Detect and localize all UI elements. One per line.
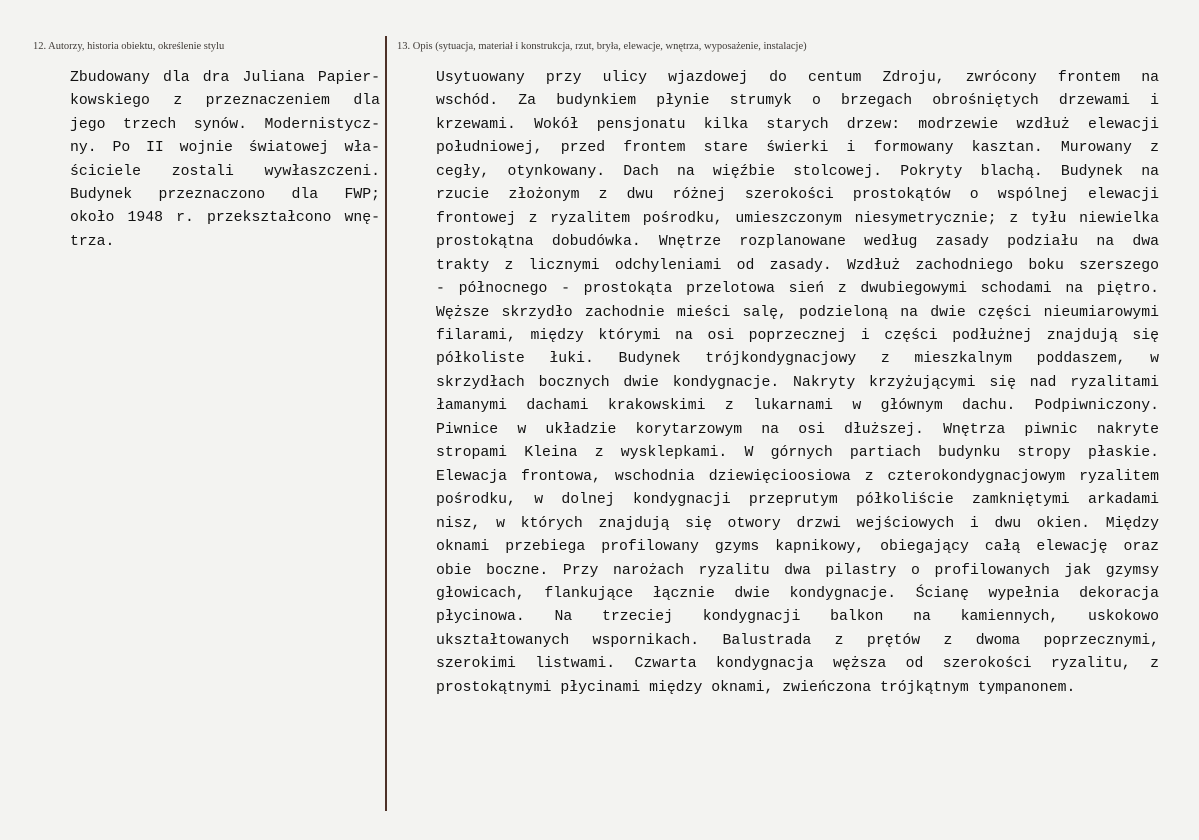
description-text-line: Piwnice w układzie korytarzowym na osi dłuższej. Wnętrza piwnic nakryte xyxy=(436,421,1159,438)
description-text-line: wschód. Za budynkiem płynie strumyk o brzegach obrośniętych drzewami i xyxy=(436,93,1159,110)
history-text-line: około 1948 r. przekształcono wnę- xyxy=(70,210,380,227)
history-text-line: trza. xyxy=(70,233,115,250)
description-text-line: filarami, między którymi na osi poprzecznej i części podłużnej znajdują się xyxy=(436,327,1159,344)
description-text-line: szerokimi listwami. Czwarta kondygnacja węższa od szerokości ryzalitu, z xyxy=(436,656,1159,673)
description-text-line: ukształtowanych wspornikach. Balustrada z prętów z dwoma poprzecznymi, xyxy=(436,632,1159,649)
description-text-line: nisz, w których znajdują się otwory drzwi wejściowych i dwu okien. Między xyxy=(436,515,1159,532)
history-text-block xyxy=(70,67,380,254)
description-text-line: frontowej z ryzalitem pośrodku, umieszczonym niesymetrycznie; z tyłu niewielka xyxy=(436,210,1159,227)
history-text-line: kowskiego z przeznaczeniem dla xyxy=(70,93,380,110)
description-text-line: półkoliste łuki. Budynek trójkondygnacjowy z mieszkalnym poddaszem, w xyxy=(436,351,1159,368)
description-text-line: prostokątnymi płycinami między oknami, zwieńczona trójkątnym tympanonem. xyxy=(436,679,1076,696)
description-text-line: głowicach, flankujące łącznie dwie kondygnacje. Ścianę wypełnia dekoracja xyxy=(436,585,1159,602)
history-text-line: jego trzech synów. Modernistycz- xyxy=(70,116,380,133)
description-text-line: trakty z licznymi odchyleniami od zasady. Wzdłuż zachodniego boku szerszego xyxy=(436,257,1159,274)
description-text-line: pośrodku, w dolnej kondygnacji przeprutym półkoliście zamkniętymi arkadami xyxy=(436,492,1159,509)
description-text-line: płycinowa. Na trzeciej kondygnacji balkon na kamiennych, uskokowo xyxy=(436,609,1159,626)
description-text-line: łamanymi dachami krakowskimi z lukarnami w głównym dachu. Podpiwniczony. xyxy=(436,398,1159,415)
history-text-line: ny. Po II wojnie światowej wła- xyxy=(70,140,380,157)
description-text-line: prostokątna dobudówka. Wnętrze rozplanowane według zasady podziału na dwa xyxy=(436,234,1159,251)
description-text-line: oknami przebiega profilowany gzyms kapnikowy, obiegający całą elewację oraz xyxy=(436,539,1159,556)
description-text-line: stropami Kleina z wysklepkami. W górnych partiach budynku stropy płaskie. xyxy=(436,445,1159,462)
column-divider xyxy=(385,36,387,811)
history-text-line: Budynek przeznaczono dla FWP; xyxy=(70,187,380,204)
history-text-line: ściciele zostali wywłaszczeni. xyxy=(70,163,380,180)
description-text-line: - północnego - prostokąta przelotowa sień z dwubiegowymi schodami na piętro. xyxy=(436,281,1159,298)
section-12-label: 12. Autorzy, historia obiektu, określenie stylu xyxy=(33,41,225,52)
description-text-line: skrzydłach bocznych dwie kondygnacje. Nakryty krzyżującymi się nad ryzalitami xyxy=(436,374,1159,391)
description-text-line: obie boczne. Przy narożach ryzalitu dwa pilastry o profilowanych jak gzymsy xyxy=(436,562,1159,579)
section-13-label: 13. Opis (sytuacja, materiał i konstrukcja, rzut, bryła, elewacje, wnętrza, wyposażenie, instalacje) xyxy=(397,41,807,52)
description-text-line: rzucie złożonym z dwu różnej szerokości prostokątów o wspólnej elewacji xyxy=(436,187,1159,204)
description-text-block xyxy=(436,67,1159,700)
description-text-line: Elewacja frontowa, wschodnia dziewięcioosiowa z czterokondygnacjowym ryzalitem xyxy=(436,468,1159,485)
description-text-line: Usytuowany przy ulicy wjazdowej do centum Zdroju, zwrócony frontem na xyxy=(436,70,1159,86)
description-text-line: krzewami. Wokół pensjonatu kilka starych drzew: modrzewie wzdłuż elewacji xyxy=(436,116,1159,133)
description-text-line: południowej, przed frontem stare świerki i formowany kasztan. Murowany z xyxy=(436,140,1159,157)
history-text-line: Zbudowany dla dra Juliana Papier- xyxy=(70,70,380,86)
description-text-line: Węższe skrzydło zachodnie mieści salę, podzieloną na dwie części nieumiarowymi xyxy=(436,304,1159,321)
description-text-line: cegły, otynkowany. Dach na więźbie stolcowej. Pokryty blachą. Budynek na xyxy=(436,163,1159,180)
